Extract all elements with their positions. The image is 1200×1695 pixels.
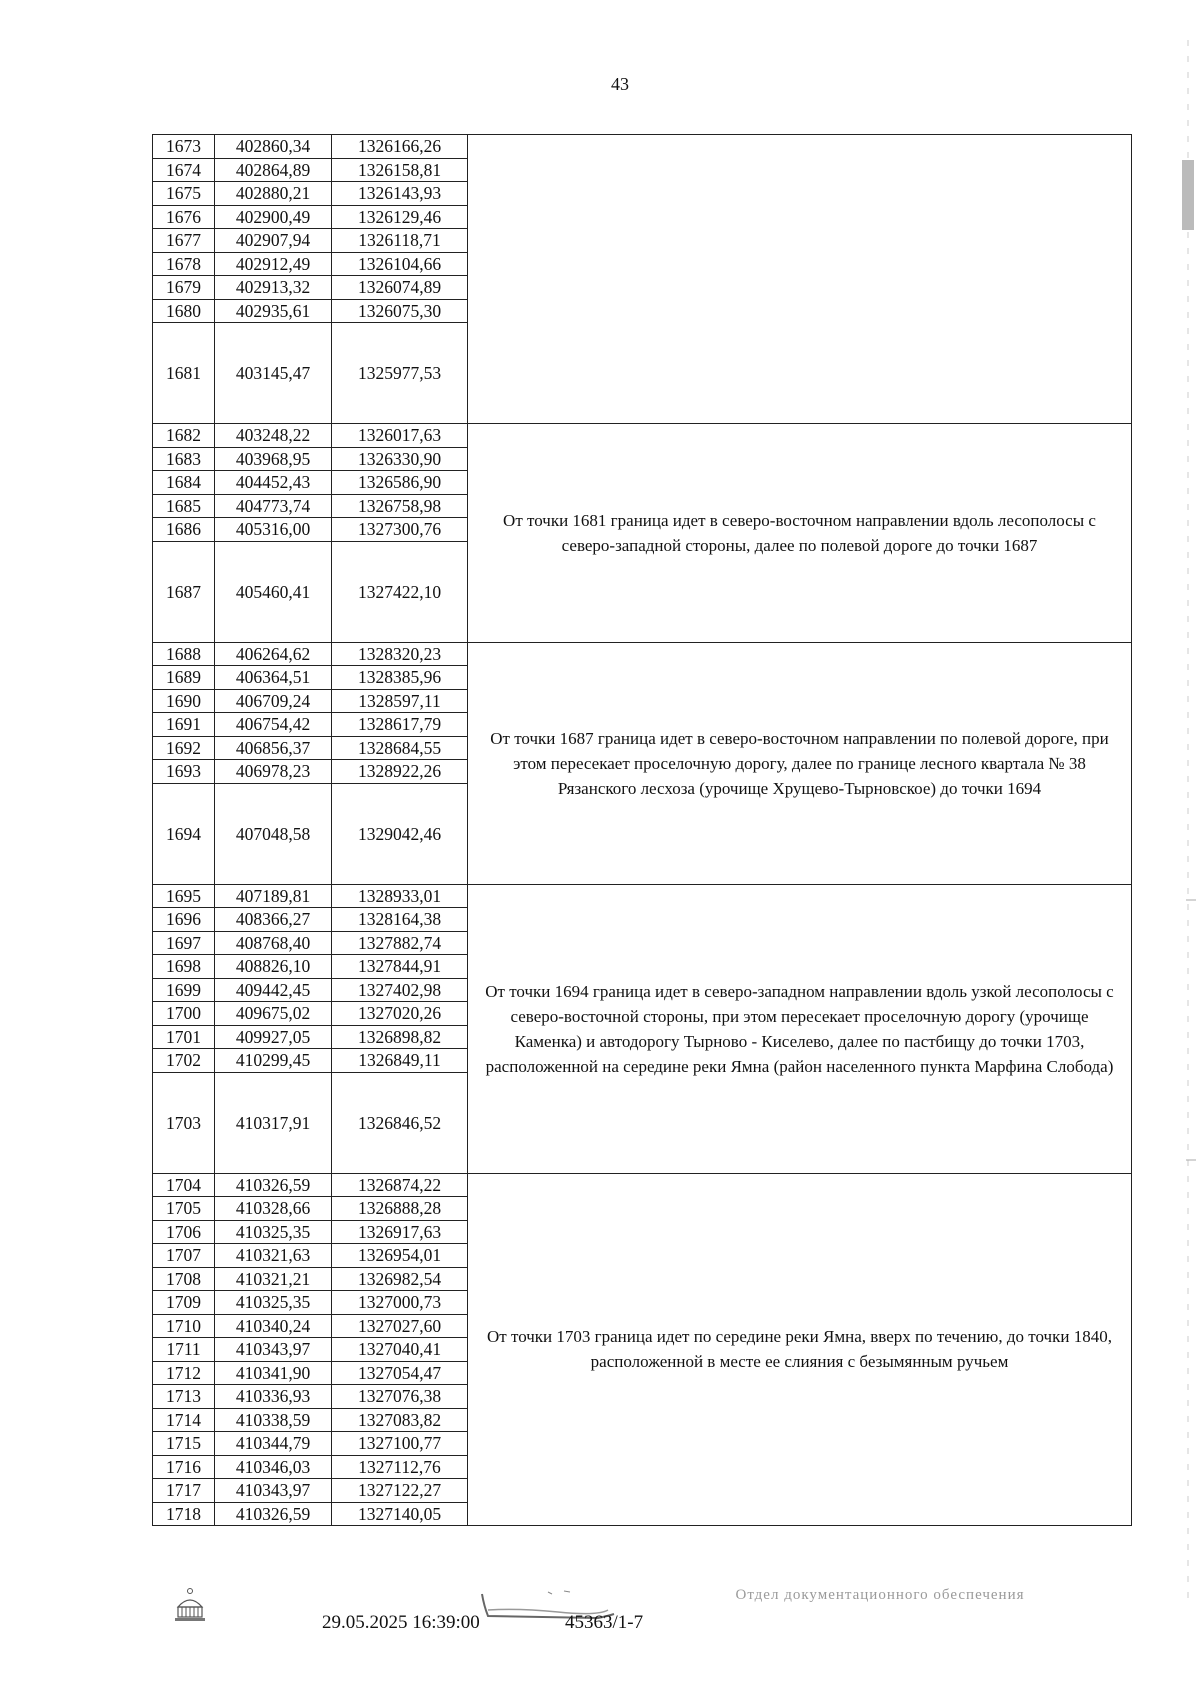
x-coordinate-cell: 410326,59 <box>215 1173 332 1197</box>
y-coordinate-cell: 1326074,89 <box>332 276 468 300</box>
y-coordinate-cell: 1327844,91 <box>332 955 468 979</box>
x-coordinate-cell: 410336,93 <box>215 1385 332 1409</box>
point-number-cell: 1695 <box>153 884 215 908</box>
x-coordinate-cell: 410325,35 <box>215 1291 332 1315</box>
point-number-cell: 1681 <box>153 323 215 424</box>
y-coordinate-cell: 1326166,26 <box>332 135 468 159</box>
point-number-cell: 1715 <box>153 1432 215 1456</box>
point-number-cell: 1709 <box>153 1291 215 1315</box>
x-coordinate-cell: 402900,49 <box>215 205 332 229</box>
x-coordinate-cell: 410338,59 <box>215 1408 332 1432</box>
y-coordinate-cell: 1328385,96 <box>332 666 468 690</box>
footer-document-code: 45363/1-7 <box>565 1612 644 1633</box>
y-coordinate-cell: 1326330,90 <box>332 447 468 471</box>
scan-edge-marks <box>1160 0 1200 1695</box>
y-coordinate-cell: 1327000,73 <box>332 1291 468 1315</box>
x-coordinate-cell: 404452,43 <box>215 471 332 495</box>
y-coordinate-cell: 1329042,46 <box>332 783 468 884</box>
table-row <box>153 135 1132 159</box>
y-coordinate-cell: 1326954,01 <box>332 1244 468 1268</box>
y-coordinate-cell: 1328922,26 <box>332 760 468 784</box>
y-coordinate-cell: 1327422,10 <box>332 541 468 642</box>
point-number-cell: 1676 <box>153 205 215 229</box>
x-coordinate-cell: 403968,95 <box>215 447 332 471</box>
point-number-cell: 1696 <box>153 908 215 932</box>
y-coordinate-cell: 1326982,54 <box>332 1267 468 1291</box>
x-coordinate-cell: 406754,42 <box>215 713 332 737</box>
x-coordinate-cell: 405460,41 <box>215 541 332 642</box>
x-coordinate-cell: 410344,79 <box>215 1432 332 1456</box>
point-number-cell: 1682 <box>153 424 215 448</box>
point-number-cell: 1711 <box>153 1338 215 1362</box>
y-coordinate-cell: 1327100,77 <box>332 1432 468 1456</box>
point-number-cell: 1692 <box>153 736 215 760</box>
point-number-cell: 1690 <box>153 689 215 713</box>
y-coordinate-cell: 1326917,63 <box>332 1220 468 1244</box>
y-coordinate-cell: 1326586,90 <box>332 471 468 495</box>
y-coordinate-cell: 1326888,28 <box>332 1197 468 1221</box>
x-coordinate-cell: 410328,66 <box>215 1197 332 1221</box>
x-coordinate-cell: 402860,34 <box>215 135 332 159</box>
coordinates-table <box>152 134 1132 1526</box>
y-coordinate-cell: 1326849,11 <box>332 1049 468 1073</box>
point-number-cell: 1712 <box>153 1361 215 1385</box>
point-number-cell: 1689 <box>153 666 215 690</box>
y-coordinate-cell: 1327027,60 <box>332 1314 468 1338</box>
footer-datetime: 29.05.2025 16:39:00 <box>322 1612 480 1633</box>
x-coordinate-cell: 410341,90 <box>215 1361 332 1385</box>
x-coordinate-cell: 410321,21 <box>215 1267 332 1291</box>
x-coordinate-cell: 407189,81 <box>215 884 332 908</box>
point-number-cell: 1704 <box>153 1173 215 1197</box>
x-coordinate-cell: 406364,51 <box>215 666 332 690</box>
point-number-cell: 1686 <box>153 518 215 542</box>
point-number-cell: 1707 <box>153 1244 215 1268</box>
point-number-cell: 1685 <box>153 494 215 518</box>
x-coordinate-cell: 410343,97 <box>215 1479 332 1503</box>
point-number-cell: 1679 <box>153 276 215 300</box>
y-coordinate-cell: 1327040,41 <box>332 1338 468 1362</box>
x-coordinate-cell: 402880,21 <box>215 182 332 206</box>
point-number-cell: 1683 <box>153 447 215 471</box>
point-number-cell: 1714 <box>153 1408 215 1432</box>
y-coordinate-cell: 1327122,27 <box>332 1479 468 1503</box>
y-coordinate-cell: 1328597,11 <box>332 689 468 713</box>
point-number-cell: 1688 <box>153 642 215 666</box>
x-coordinate-cell: 405316,00 <box>215 518 332 542</box>
x-coordinate-cell: 410299,45 <box>215 1049 332 1073</box>
point-number-cell: 1678 <box>153 252 215 276</box>
y-coordinate-cell: 1326898,82 <box>332 1025 468 1049</box>
point-number-cell: 1697 <box>153 931 215 955</box>
x-coordinate-cell: 408826,10 <box>215 955 332 979</box>
y-coordinate-cell: 1326758,98 <box>332 494 468 518</box>
point-number-cell: 1718 <box>153 1502 215 1526</box>
y-coordinate-cell: 1326846,52 <box>332 1072 468 1173</box>
point-number-cell: 1702 <box>153 1049 215 1073</box>
y-coordinate-cell: 1328617,79 <box>332 713 468 737</box>
y-coordinate-cell: 1327112,76 <box>332 1455 468 1479</box>
y-coordinate-cell: 1325977,53 <box>332 323 468 424</box>
y-coordinate-cell: 1327402,98 <box>332 978 468 1002</box>
x-coordinate-cell: 407048,58 <box>215 783 332 884</box>
y-coordinate-cell: 1326129,46 <box>332 205 468 229</box>
y-coordinate-cell: 1328933,01 <box>332 884 468 908</box>
y-coordinate-cell: 1328320,23 <box>332 642 468 666</box>
x-coordinate-cell: 402907,94 <box>215 229 332 253</box>
boundary-description-cell: От точки 1687 граница идет в северо-восточном направлении по полевой дороге, при этом пересекает проселочную дорогу, далее по границе лесного квартала № 38 Рязанского лесхоза (урочище Хрущево-Тырновское) до точки 1694 <box>468 642 1132 884</box>
point-number-cell: 1684 <box>153 471 215 495</box>
y-coordinate-cell: 1327054,47 <box>332 1361 468 1385</box>
point-number-cell: 1716 <box>153 1455 215 1479</box>
point-number-cell: 1693 <box>153 760 215 784</box>
point-number-cell: 1680 <box>153 299 215 323</box>
x-coordinate-cell: 402912,49 <box>215 252 332 276</box>
x-coordinate-cell: 402935,61 <box>215 299 332 323</box>
y-coordinate-cell: 1327083,82 <box>332 1408 468 1432</box>
point-number-cell: 1705 <box>153 1197 215 1221</box>
y-coordinate-cell: 1327020,26 <box>332 1002 468 1026</box>
y-coordinate-cell: 1326143,93 <box>332 182 468 206</box>
y-coordinate-cell: 1326158,81 <box>332 158 468 182</box>
point-number-cell: 1687 <box>153 541 215 642</box>
boundary-description-cell: От точки 1703 граница идет по середине реки Ямна, вверх по течению, до точки 1840, расположенной в месте ее слияния с безымянным ручьем <box>468 1173 1132 1526</box>
page-number: 43 <box>611 74 629 94</box>
point-number-cell: 1677 <box>153 229 215 253</box>
point-number-cell: 1700 <box>153 1002 215 1026</box>
point-number-cell: 1674 <box>153 158 215 182</box>
x-coordinate-cell: 409442,45 <box>215 978 332 1002</box>
point-number-cell: 1698 <box>153 955 215 979</box>
point-number-cell: 1675 <box>153 182 215 206</box>
x-coordinate-cell: 409675,02 <box>215 1002 332 1026</box>
x-coordinate-cell: 406264,62 <box>215 642 332 666</box>
emblem-logo <box>170 1585 210 1625</box>
y-coordinate-cell: 1326017,63 <box>332 424 468 448</box>
x-coordinate-cell: 403145,47 <box>215 323 332 424</box>
x-coordinate-cell: 402913,32 <box>215 276 332 300</box>
y-coordinate-cell: 1327300,76 <box>332 518 468 542</box>
point-number-cell: 1699 <box>153 978 215 1002</box>
x-coordinate-cell: 409927,05 <box>215 1025 332 1049</box>
x-coordinate-cell: 410317,91 <box>215 1072 332 1173</box>
y-coordinate-cell: 1327882,74 <box>332 931 468 955</box>
x-coordinate-cell: 410340,24 <box>215 1314 332 1338</box>
y-coordinate-cell: 1326104,66 <box>332 252 468 276</box>
point-number-cell: 1694 <box>153 783 215 884</box>
point-number-cell: 1706 <box>153 1220 215 1244</box>
table-row <box>153 1173 1132 1197</box>
table-row <box>153 884 1132 908</box>
x-coordinate-cell: 410343,97 <box>215 1338 332 1362</box>
point-number-cell: 1717 <box>153 1479 215 1503</box>
department-stamp: Отдел документационного обеспечения <box>735 1587 1025 1603</box>
x-coordinate-cell: 410325,35 <box>215 1220 332 1244</box>
y-coordinate-cell: 1328164,38 <box>332 908 468 932</box>
y-coordinate-cell: 1326874,22 <box>332 1173 468 1197</box>
x-coordinate-cell: 403248,22 <box>215 424 332 448</box>
point-number-cell: 1691 <box>153 713 215 737</box>
x-coordinate-cell: 410326,59 <box>215 1502 332 1526</box>
y-coordinate-cell: 1327076,38 <box>332 1385 468 1409</box>
y-coordinate-cell: 1326075,30 <box>332 299 468 323</box>
x-coordinate-cell: 402864,89 <box>215 158 332 182</box>
x-coordinate-cell: 410321,63 <box>215 1244 332 1268</box>
point-number-cell: 1673 <box>153 135 215 159</box>
y-coordinate-cell: 1327140,05 <box>332 1502 468 1526</box>
point-number-cell: 1703 <box>153 1072 215 1173</box>
table-row <box>153 424 1132 448</box>
x-coordinate-cell: 404773,74 <box>215 494 332 518</box>
boundary-description-cell: От точки 1694 граница идет в северо-западном направлении вдоль узкой лесополосы с северо-восточной стороны, при этом пересекает проселочную дорогу (урочище Каменка) и автодорогу Тырново - Киселево, далее по пастбищу до точки 1703, расположенной на середине реки Ямна (район населенного пункта Марфина Слобода) <box>468 884 1132 1173</box>
x-coordinate-cell: 406709,24 <box>215 689 332 713</box>
x-coordinate-cell: 406978,23 <box>215 760 332 784</box>
table-row <box>153 642 1132 666</box>
boundary-description-cell <box>468 135 1132 424</box>
boundary-description-cell: От точки 1681 граница идет в северо-восточном направлении вдоль лесополосы с северо-западной стороны, далее по полевой дороге до точки 1687 <box>468 424 1132 643</box>
point-number-cell: 1701 <box>153 1025 215 1049</box>
point-number-cell: 1713 <box>153 1385 215 1409</box>
point-number-cell: 1710 <box>153 1314 215 1338</box>
point-number-cell: 1708 <box>153 1267 215 1291</box>
x-coordinate-cell: 408366,27 <box>215 908 332 932</box>
y-coordinate-cell: 1326118,71 <box>332 229 468 253</box>
x-coordinate-cell: 410346,03 <box>215 1455 332 1479</box>
x-coordinate-cell: 408768,40 <box>215 931 332 955</box>
y-coordinate-cell: 1328684,55 <box>332 736 468 760</box>
x-coordinate-cell: 406856,37 <box>215 736 332 760</box>
